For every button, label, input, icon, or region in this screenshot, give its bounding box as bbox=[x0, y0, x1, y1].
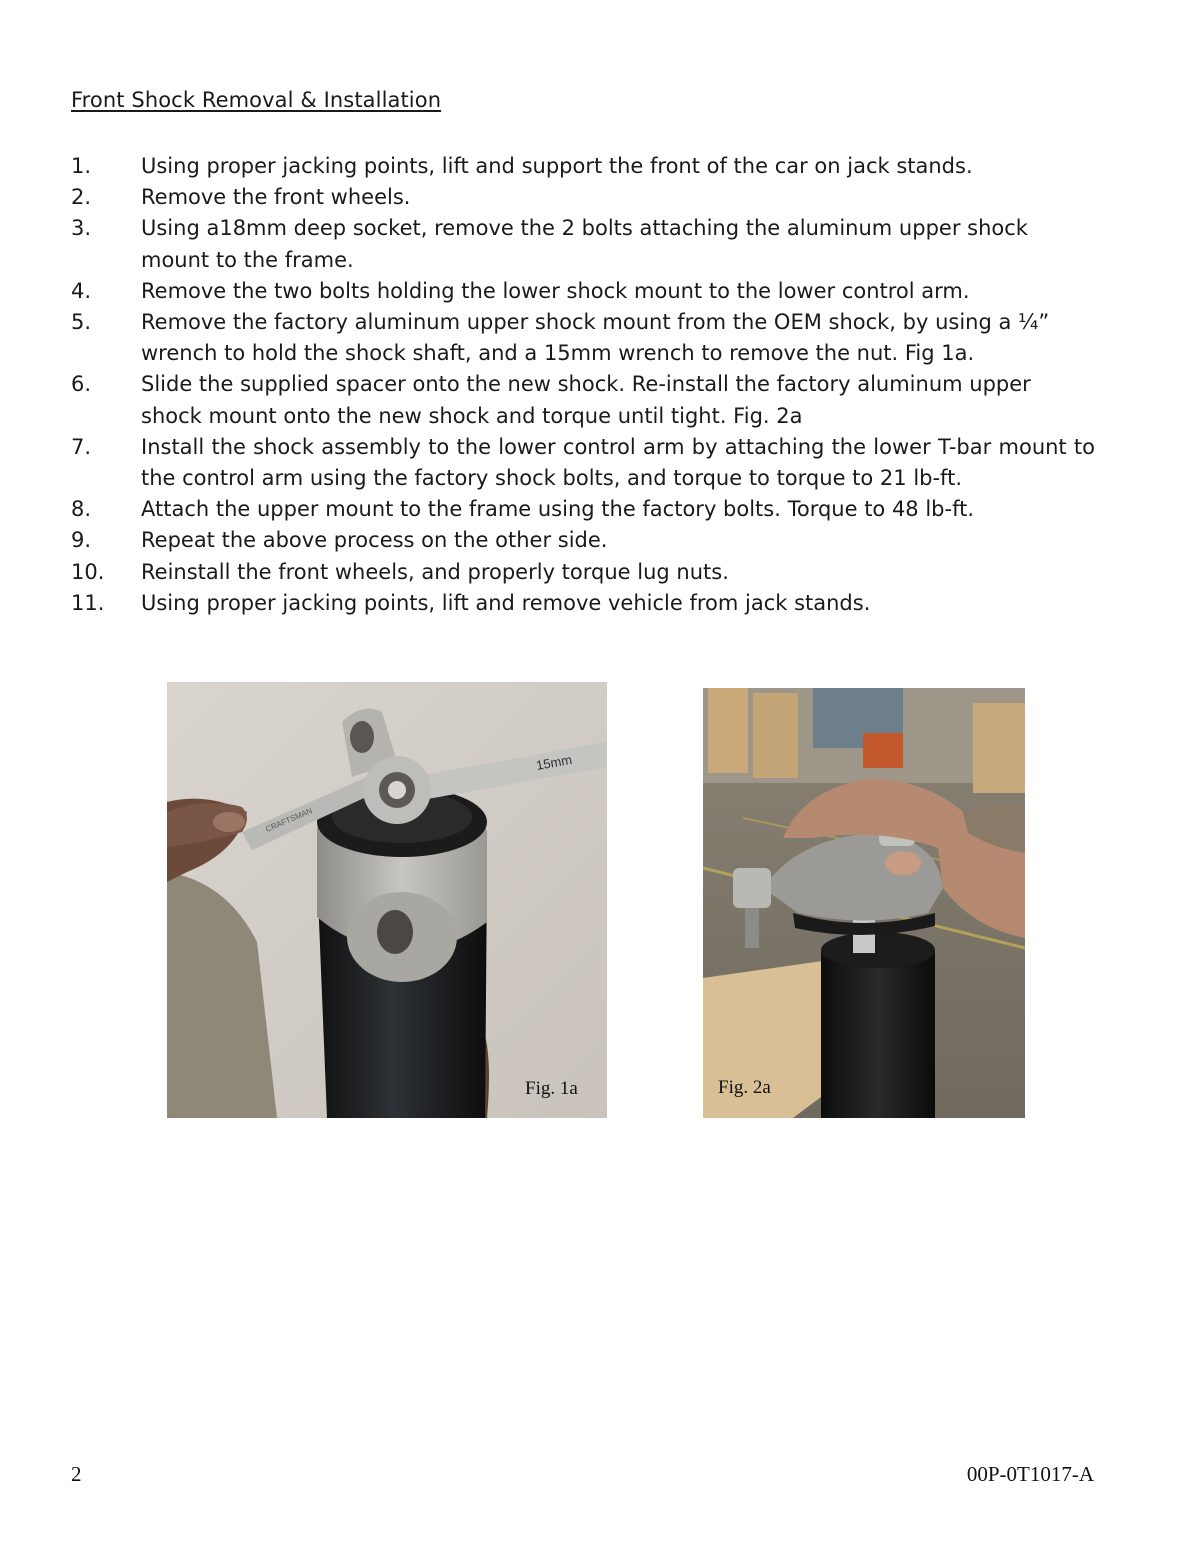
document-code: 00P-0T1017-A bbox=[966, 1462, 1094, 1486]
list-item bbox=[71, 213, 1095, 275]
page-heading: Front Shock Removal & Installation bbox=[71, 88, 442, 112]
steps-list bbox=[71, 151, 1095, 619]
step-number: 1. bbox=[71, 154, 92, 178]
list-item bbox=[71, 525, 1095, 556]
step-text: Using proper jacking points, lift and support the front of the car on jack stands. bbox=[141, 154, 973, 178]
list-item bbox=[71, 276, 1095, 307]
step-text: Slide the supplied spacer onto the new shock. Re-install the factory aluminum upper shock mount onto the new shock and torque until tight. Fig. 2a bbox=[141, 372, 1031, 428]
step-number: 9. bbox=[71, 528, 92, 553]
figure-2a-label: Fig. 2a bbox=[718, 1077, 771, 1098]
wrench-size-text: 15mm bbox=[534, 751, 574, 773]
step-text: Attach the upper mount to the frame using the factory bolts. Torque to 48 lb-ft. bbox=[141, 497, 975, 522]
list-item bbox=[71, 151, 1095, 182]
list-item bbox=[71, 369, 1095, 431]
step-number: 5. bbox=[71, 310, 92, 335]
step-number: 4. bbox=[71, 278, 92, 303]
figure-2a-photo bbox=[703, 688, 1025, 1118]
step-text: Using proper jacking points, lift and remove vehicle from jack stands. bbox=[141, 590, 871, 615]
step-text: Using a18mm deep socket, remove the 2 bolts attaching the aluminum upper shock mount to the frame. bbox=[141, 216, 1028, 272]
step-text: Reinstall the front wheels, and properly torque lug nuts. bbox=[141, 559, 729, 584]
figure-1a-photo bbox=[167, 682, 607, 1118]
step-text: Remove the two bolts holding the lower shock mount to the lower control arm. bbox=[141, 278, 970, 303]
list-item bbox=[71, 494, 1095, 525]
list-item bbox=[71, 588, 1095, 619]
step-number: 11. bbox=[71, 590, 105, 615]
step-number: 6. bbox=[71, 372, 92, 397]
step-number: 7. bbox=[71, 434, 92, 459]
list-item bbox=[71, 557, 1095, 588]
step-text: Repeat the above process on the other side. bbox=[141, 528, 608, 553]
step-number: 2. bbox=[71, 185, 92, 210]
figure-1a-label: Fig. 1a bbox=[525, 1078, 578, 1099]
step-text: Remove the front wheels. bbox=[141, 185, 411, 210]
page-number: 2 bbox=[71, 1462, 82, 1486]
step-number: 8. bbox=[71, 497, 92, 522]
wrench-brand-text: CRAFTSMAN bbox=[264, 806, 314, 834]
list-item bbox=[71, 182, 1095, 213]
step-number: 10. bbox=[71, 559, 105, 584]
list-item bbox=[71, 307, 1095, 369]
step-text: Install the shock assembly to the lower control arm by attaching the lower T-bar mount to the control arm using the factory shock bolts, and torque to torque to 21 lb-ft. bbox=[141, 434, 1095, 491]
step-number: 3. bbox=[71, 216, 92, 241]
list-item bbox=[71, 432, 1095, 494]
step-text: Remove the factory aluminum upper shock mount from the OEM shock, by using a ¼” wrench to hold the shock shaft, and a 15mm wrench to remove the nut. Fig 1a. bbox=[141, 310, 1050, 366]
